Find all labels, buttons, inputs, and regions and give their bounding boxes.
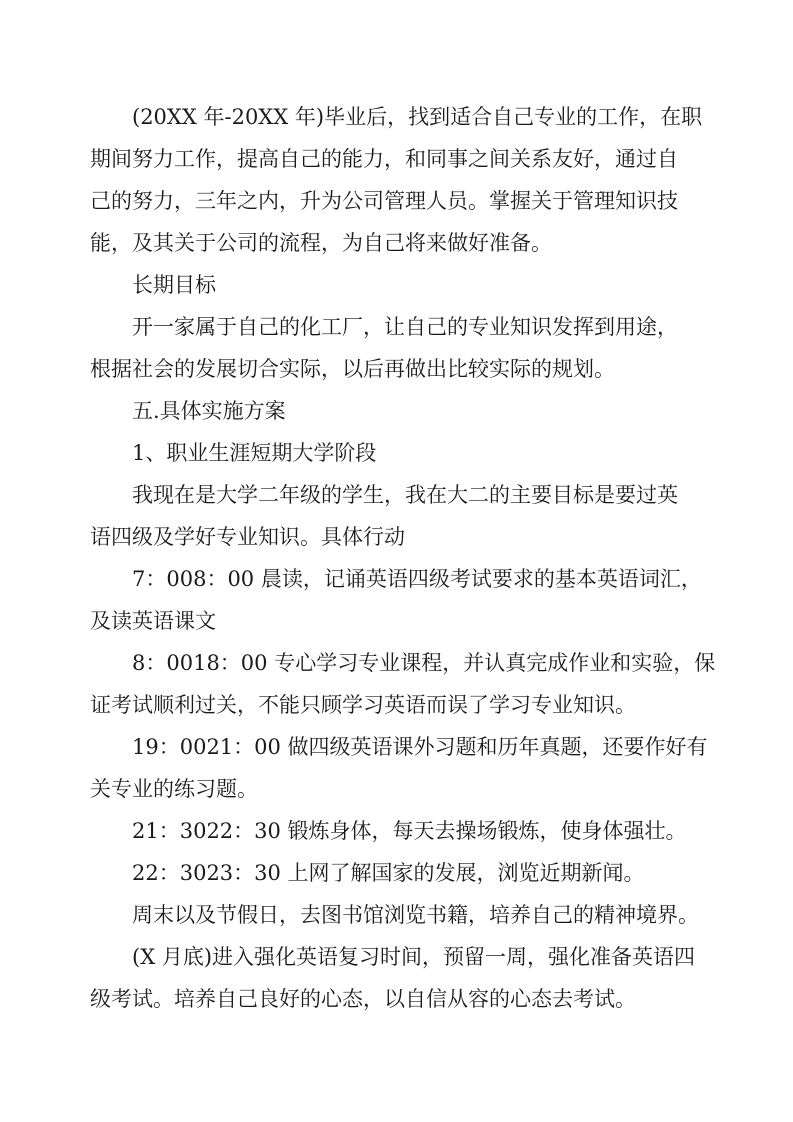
text-line: 能，及其关于公司的流程，为自己将来做好准备。 [90,231,552,255]
text-line: 周末以及节假日，去图书馆浏览书籍，培养自己的精神境界。 [132,903,699,927]
text-line: 我现在是大学二年级的学生，我在大二的主要目标是要过英 [132,483,678,507]
text-line: (X 月底)进入强化英语复习时间，预留一周，强化准备英语四 [132,945,696,969]
section-heading: 长期目标 [132,273,216,297]
subsection-heading: 1、职业生涯短期大学阶段 [132,441,377,465]
text-line: 己的努力，三年之内，升为公司管理人员。掌握关于管理知识技 [90,189,678,213]
text-line: 根据社会的发展切合实际，以后再做出比较实际的规划。 [90,357,615,381]
schedule-line: 8：0018：00 专心学习专业课程，并认真完成作业和实验，保 [132,651,716,675]
text-line: 开一家属于自己的化工厂，让自己的专业知识发挥到用途， [132,315,678,339]
section-heading: 五.具体实施方案 [132,399,286,423]
text-line: (20XX 年-20XX 年)毕业后，找到适合自己专业的工作，在职 [132,105,703,129]
schedule-line: 21：3022：30 锻炼身体，每天去操场锻炼，使身体强壮。 [132,819,687,843]
schedule-line: 22：3023：30 上网了解国家的发展，浏览近期新闻。 [132,861,645,885]
text-line: 级考试。培养自己良好的心态，以自信从容的心态去考试。 [90,987,636,1011]
text-line: 关专业的练习题。 [90,777,258,801]
text-line: 证考试顺利过关，不能只顾学习英语而误了学习专业知识。 [90,693,636,717]
schedule-line: 7：008：00 晨读，记诵英语四级考试要求的基本英语词汇， [132,567,702,591]
text-line: 及读英语课文 [90,609,216,633]
text-line: 期间努力工作，提高自己的能力，和同事之间关系友好，通过自 [90,147,678,171]
schedule-line: 19：0021：00 做四级英语课外习题和历年真题，还要作好有 [132,735,708,759]
text-line: 语四级及学好专业知识。具体行动 [90,525,405,549]
document-body [90,96,730,1020]
